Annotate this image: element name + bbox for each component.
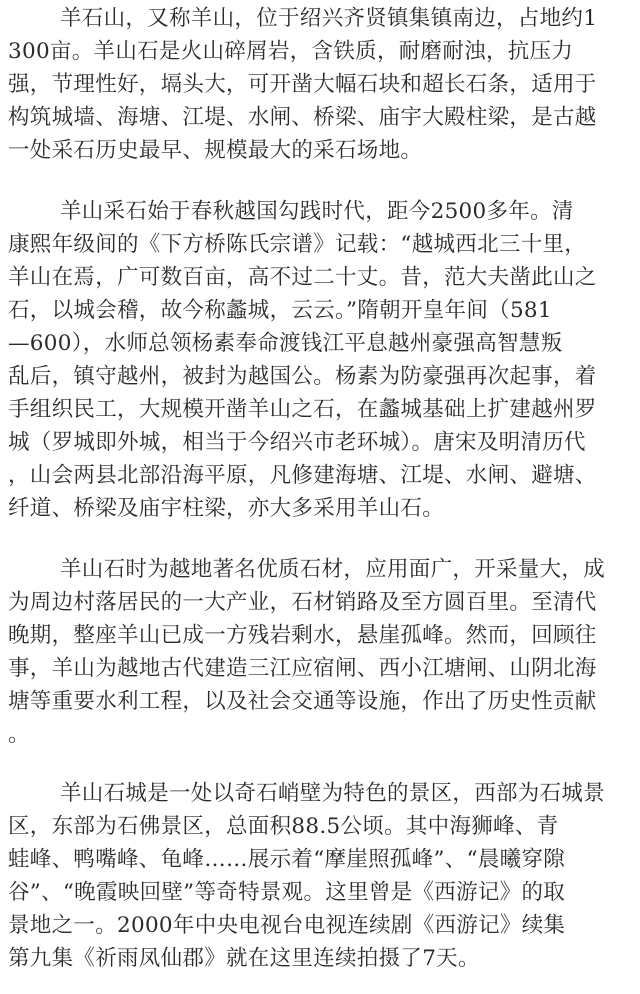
paragraph-1 <box>8 2 634 167</box>
text-line: 纤道、桥梁及庙宇柱梁，亦大多采用羊山石。 <box>8 496 445 521</box>
text-line: 谷”、“晚霞映回壁”等奇特景观。这里曾是《西游记》的取 <box>8 880 566 905</box>
text-line: ，山会两县北部沿海平原，凡修建海塘、江堤、水闸、避塘、 <box>8 463 597 488</box>
text-line: 区，东部为石佛景区，总面积88.5公顷。其中海狮峰、青 <box>8 814 559 839</box>
text-line: —600），水师总领杨素奉命渡钱江平息越州豪强高智慧叛 <box>8 331 563 356</box>
text-line: 一处采石历史最早、规模最大的采石场地。 <box>8 138 423 163</box>
text-line: 强，节理性好，塥头大，可开凿大幅石块和超长石条，适用于 <box>8 72 597 97</box>
text-line: 构筑城墙、海塘、江堤、水闸、桥梁、庙宇大殿柱梁，是古越 <box>8 105 597 130</box>
text-line: 羊石山，又称羊山，位于绍兴齐贤镇集镇南边，占地约1 <box>60 6 598 31</box>
text-line: 羊山采石始于春秋越国勾践时代，距今2500多年。清 <box>60 199 574 224</box>
text-line: 羊山石时为越地著名优质石材，应用面广，开采量大，成 <box>60 557 606 582</box>
paragraph-3 <box>8 553 634 751</box>
text-line: 。 <box>8 722 30 747</box>
text-line: 康熙年级间的《下方桥陈氏宗谱》记载：“越城西北三十里， <box>8 232 587 257</box>
text-line: 乱后，镇守越州，被封为越国公。杨素为防豪强再次起事，着 <box>8 364 597 389</box>
text-line: 300亩。羊山石是火山碎屑岩，含铁质，耐磨耐浊，抗压力 <box>8 39 574 64</box>
text-line: 石，以城会稽，故今称蠡城，云云。”隋朝开皇年间（581 <box>8 298 552 323</box>
text-line: 羊山石城是一处以奇石峭壁为特色的景区，西部为石城景 <box>60 781 606 806</box>
text-line: 第九集《祈雨凤仙郡》就在这里连续拍摄了7天。 <box>8 946 480 971</box>
text-line: 城（罗城即外城，相当于今绍兴市老环城）。唐宋及明清历代 <box>8 430 586 455</box>
text-line: 为周边村落居民的一大产业，石材销路及至方圆百里。至清代 <box>8 590 597 615</box>
text-line: 景地之一。2000年中央电视台电视连续剧《西游记》续集 <box>8 913 566 938</box>
text-line: 蛙峰、鸭嘴峰、龟峰……展示着“摩崖照孤峰”、“晨曦穿隙 <box>8 847 566 872</box>
text-line: 羊山在焉，广可数百亩，高不过二十丈。昔，范大夫凿此山之 <box>8 265 597 290</box>
paragraph-2 <box>8 195 634 525</box>
paragraph-4 <box>8 777 634 975</box>
text-line: 事，羊山为越地古代建造三江应宿闸、西小江塘闸、山阴北海 <box>8 656 597 681</box>
text-line: 晚期，整座羊山已成一方残岩剩水，悬崖孤峰。然而，回顾往 <box>8 623 597 648</box>
text-line: 手组织民工，大规模开凿羊山之石，在蠡城基础上扩建越州罗 <box>8 397 597 422</box>
text-line: 塘等重要水利工程，以及社会交通等设施，作出了历史性贡献 <box>8 689 597 714</box>
